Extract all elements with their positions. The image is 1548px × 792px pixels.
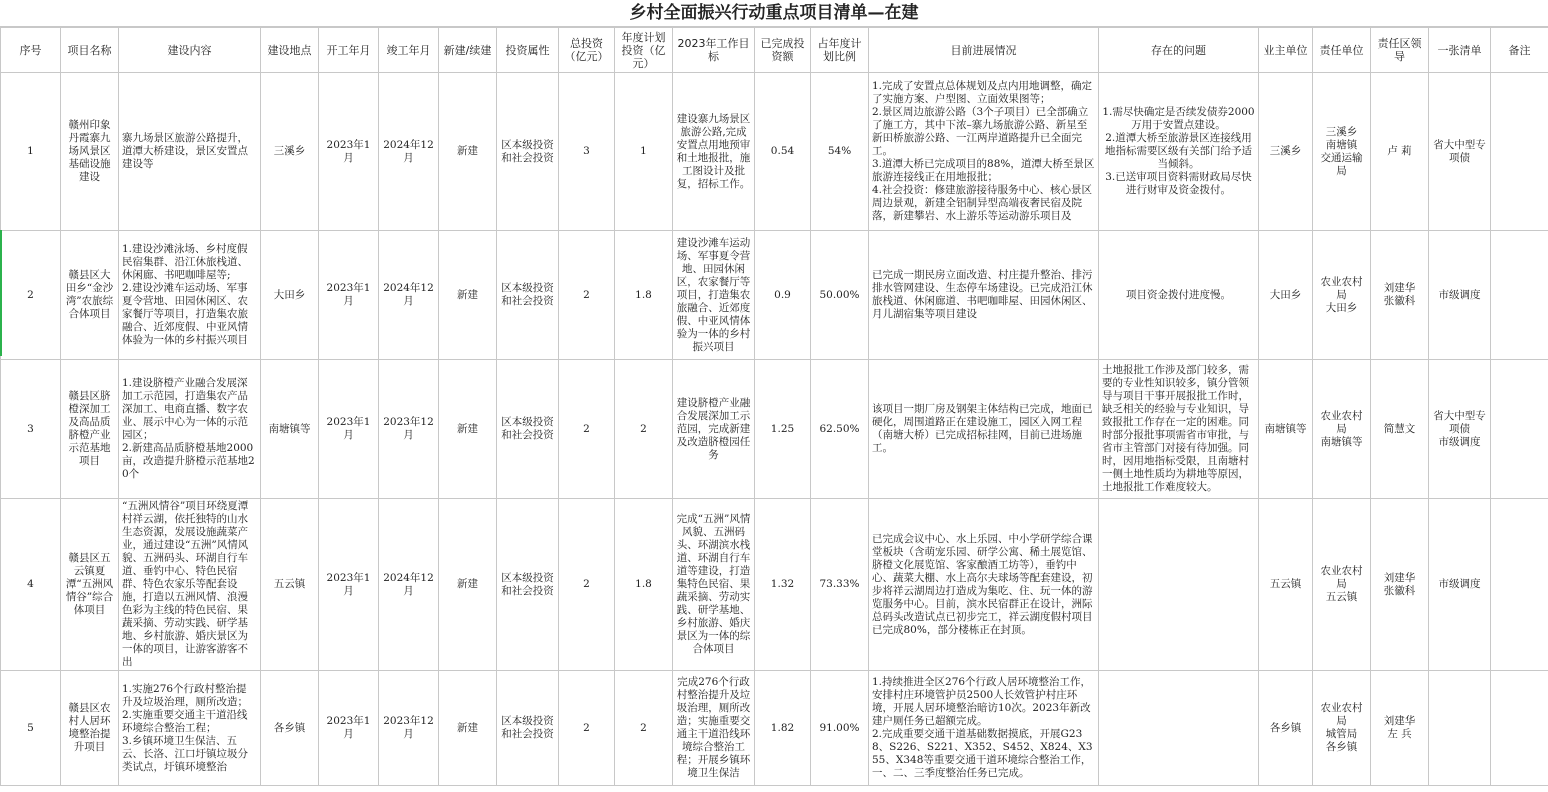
table-row — [1, 671, 1548, 786]
cell-index-text: 2 — [27, 288, 34, 301]
cell-index[interactable] — [1, 360, 61, 499]
cell-total-investment[interactable] — [559, 231, 615, 360]
cell-end-date[interactable] — [379, 671, 439, 786]
cell-location-text: 各乡镇 — [273, 721, 306, 734]
cell-annual-plan[interactable] — [615, 231, 673, 360]
cell-goal[interactable] — [673, 499, 755, 671]
cell-annual-plan[interactable] — [615, 73, 673, 231]
cell-investment-type-text: 区本级投资和社会投资 — [501, 715, 554, 740]
cell-investment-type-text: 区本级投资和社会投资 — [501, 138, 554, 164]
header-cell[interactable]: 新建/续建 — [439, 28, 497, 73]
cell-annual-plan-text: 1.8 — [635, 288, 652, 301]
cell-project-name-text: 赣县区大田乡“金沙湾”农旅综合体项目 — [65, 269, 114, 320]
cell-list[interactable] — [1429, 231, 1491, 360]
cell-project-name-text: 赣州印象丹霞寨九场风景区基础设施建设 — [68, 119, 111, 183]
cell-responsible[interactable] — [1313, 73, 1371, 231]
header-cell[interactable]: 备注 — [1491, 28, 1548, 73]
cell-project-name-text: 赣县区五云镇夏潭“五洲风情谷”综合体项目 — [65, 552, 114, 616]
cell-annual-plan-text: 2 — [640, 721, 647, 734]
cell-ratio[interactable] — [811, 499, 869, 671]
cell-build-type[interactable] — [439, 499, 497, 671]
cell-project-name[interactable] — [61, 231, 119, 360]
cell-location[interactable] — [261, 73, 319, 231]
cell-list-text: 省大中型专项债 市级调度 — [1433, 409, 1486, 448]
table-row — [1, 231, 1548, 360]
header-cell[interactable]: 已完成投资额 — [755, 28, 811, 73]
table-row — [1, 360, 1548, 499]
cell-progress-text: 已完成一期民房立面改造、村庄提升整治、排污排水管网建设、生态停车场建设。已完成沿江休旅栈道、休闲廊道、书吧咖啡屋、田园休闲区、月儿湖宿集等项目建设 — [872, 269, 1093, 320]
cell-list-text: 市级调度 — [1438, 288, 1481, 301]
table-row — [1, 73, 1548, 231]
cell-completed[interactable] — [755, 671, 811, 786]
cell-total-investment[interactable] — [559, 360, 615, 499]
cell-annual-plan[interactable] — [615, 671, 673, 786]
cell-annual-plan[interactable] — [615, 360, 673, 499]
header-cell[interactable]: 2023年工作目标 — [673, 28, 755, 73]
cell-content[interactable] — [119, 671, 261, 786]
cell-goal[interactable] — [673, 231, 755, 360]
cell-annual-plan-text: 1 — [640, 145, 647, 157]
cell-location[interactable] — [261, 671, 319, 786]
cell-content[interactable] — [119, 360, 261, 499]
cell-end-date-text: 2024年12月 — [383, 571, 434, 597]
cell-content-text: 1.实施276个行政村整治提升及垃圾治理，厕所改造； 2.实施重要交通主干道沿线环境综合整治工程； 3.乡镇环境卫生保洁、五云、长洛、江口圩镇垃圾分类试点，圩镇环境整治 — [122, 682, 248, 773]
cell-owner-text: 五云镇 — [1269, 578, 1302, 590]
cell-location[interactable] — [261, 231, 319, 360]
cell-end-date[interactable] — [379, 360, 439, 499]
cell-issues-text: 1.需尽快确定是否续发债券2000万用于安置点建设。 2.道潭大桥至旅游景区连接线用地指标需要区级有关部门给予适当倾斜。 3.已送审项目资料需财政局尽快进行财审及资金拨付。 — [1102, 106, 1255, 196]
cell-project-name-text: 赣县区农村人居环境整治提升项目 — [68, 702, 111, 753]
cell-note[interactable] — [1491, 231, 1548, 360]
cell-responsible-text: 农业农村局 南塘镇等 — [1320, 409, 1363, 448]
header-cell[interactable]: 项目名称 — [61, 28, 119, 73]
cell-list[interactable] — [1429, 671, 1491, 786]
cell-issues-text: 土地报批工作涉及部门较多，需要的专业性知识较多，镇分管领导与项目干事开展报批工作时，缺乏相关的经验与专业知识，导致报批工作存在一定的困难。同时部分报批事项需省市审批，与省市主管部门对接有待加强。同时，因用地指标受限，且南塘村一侧土地性质均为耕地等原因，土地报批工作难度较大。 — [1102, 364, 1249, 493]
cell-owner[interactable] — [1259, 671, 1313, 786]
cell-index-text: 1 — [27, 145, 34, 157]
cell-responsible-text: 三溪乡 南塘镇 交通运输局 — [1320, 125, 1363, 177]
cell-index-text: 4 — [27, 578, 34, 590]
cell-investment-type-text: 区本级投资和社会投资 — [501, 282, 554, 307]
cell-goal[interactable] — [673, 671, 755, 786]
cell-note[interactable] — [1491, 499, 1548, 671]
header-cell[interactable]: 序号 — [1, 28, 61, 73]
cell-content[interactable] — [119, 499, 261, 671]
cell-end-date-text: 2024年12月 — [383, 282, 434, 307]
cell-location-text: 五云镇 — [273, 578, 306, 590]
cell-investment-type-text: 区本级投资和社会投资 — [501, 416, 554, 441]
cell-leader[interactable] — [1371, 73, 1429, 231]
cell-goal[interactable] — [673, 73, 755, 231]
cell-owner[interactable] — [1259, 73, 1313, 231]
cell-location-text: 南塘镇等 — [268, 422, 311, 435]
cell-ratio-text: 62.50% — [819, 422, 860, 435]
cell-goal-text: 建设寨九场景区旅游公路,完成安置点用地预审和土地报批，施工图设计及批复，招标工作。 — [676, 112, 751, 190]
cell-index[interactable] — [1, 73, 61, 231]
cell-build-type-text: 新建 — [457, 721, 478, 734]
cell-total-investment-text: 2 — [583, 721, 590, 734]
cell-completed-text: 1.25 — [770, 422, 795, 435]
cell-index-text: 3 — [27, 422, 34, 435]
header-cell[interactable]: 建设地点 — [261, 28, 319, 73]
cell-responsible-text: 农业农村局 五云镇 — [1320, 565, 1363, 603]
cell-build-type-text: 新建 — [457, 145, 478, 157]
cell-progress[interactable] — [869, 671, 1099, 786]
cell-investment-type[interactable] — [497, 671, 559, 786]
header-cell[interactable]: 责任区领导 — [1371, 28, 1429, 73]
cell-goal-text: 建设沙滩车运动场、军事夏令营地、田园休闲区，农家餐厅等项目，打造集农旅融合、近郊度假、中亚风情体验为一体的乡村振兴项目 — [676, 236, 751, 353]
cell-build-type[interactable] — [439, 360, 497, 499]
cell-build-type-text: 新建 — [457, 288, 478, 301]
cell-investment-type[interactable] — [497, 499, 559, 671]
header-row — [1, 28, 1548, 73]
cell-total-investment-text: 3 — [583, 145, 590, 157]
cell-project-name[interactable] — [61, 499, 119, 671]
cell-goal-text: 完成“五洲”风情风貌、五洲码头、环湖滨水栈道、环湖自行车道等建设，打造集特色民宿、果蔬采摘、劳动实践、研学基地、乡村旅游、婚庆景区为一体的综合体项目 — [676, 513, 751, 655]
row-selection-marker — [0, 230, 2, 356]
cell-owner-text: 三溪乡 — [1269, 145, 1302, 157]
cell-build-type-text: 新建 — [457, 422, 478, 435]
cell-leader[interactable] — [1371, 360, 1429, 499]
cell-ratio[interactable] — [811, 360, 869, 499]
cell-list[interactable] — [1429, 499, 1491, 671]
cell-start-date[interactable] — [319, 73, 379, 231]
cell-note[interactable] — [1491, 671, 1548, 786]
cell-issues[interactable] — [1099, 360, 1259, 499]
cell-completed[interactable] — [755, 73, 811, 231]
header-cell[interactable]: 一张清单 — [1429, 28, 1491, 73]
cell-owner[interactable] — [1259, 231, 1313, 360]
cell-owner-text: 各乡镇 — [1269, 721, 1302, 734]
cell-project-name[interactable] — [61, 73, 119, 231]
cell-goal-text: 完成276个行政村整治提升及垃圾治理，厕所改造；实施重要交通主干道沿线环境综合整治工程；开展乡镇环境卫生保洁 — [676, 676, 751, 779]
sheet-title: 乡村全面振兴行动重点项目清单—在建 — [0, 0, 1548, 27]
cell-issues[interactable] — [1099, 73, 1259, 231]
cell-completed[interactable] — [755, 360, 811, 499]
cell-content[interactable] — [119, 73, 261, 231]
cell-start-date[interactable] — [319, 231, 379, 360]
cell-start-date-text: 2023年1月 — [326, 571, 371, 597]
cell-total-investment-text: 2 — [583, 578, 590, 590]
cell-leader-text: 卢 莉 — [1387, 145, 1412, 157]
cell-end-date[interactable] — [379, 499, 439, 671]
cell-ratio-text: 54% — [827, 145, 852, 157]
cell-ratio[interactable] — [811, 231, 869, 360]
cell-total-investment[interactable] — [559, 671, 615, 786]
cell-end-date[interactable] — [379, 231, 439, 360]
cell-leader[interactable] — [1371, 499, 1429, 671]
cell-leader-text: 简慧文 — [1383, 422, 1416, 435]
cell-issues[interactable] — [1099, 231, 1259, 360]
cell-build-type[interactable] — [439, 671, 497, 786]
cell-ratio-text: 50.00% — [819, 288, 860, 301]
header-cell[interactable]: 投资属性 — [497, 28, 559, 73]
cell-index-text: 5 — [27, 721, 34, 734]
cell-responsible[interactable] — [1313, 231, 1371, 360]
cell-note[interactable] — [1491, 360, 1548, 499]
header-cell[interactable]: 总投资（亿元） — [559, 28, 615, 73]
cell-goal-text: 建设脐橙产业融合发展深加工示范园，完成新建及改造脐橙园任务 — [676, 396, 751, 461]
cell-total-investment-text: 2 — [583, 422, 590, 435]
cell-responsible[interactable] — [1313, 360, 1371, 499]
cell-progress-text: 该项目一期厂房及钢架主体结构已完成，地面已硬化，周围道路正在建设施工，园区入网工程（南塘大桥）已完成招标挂网，目前已进场施工。 — [872, 403, 1093, 454]
cell-start-date-text: 2023年1月 — [326, 715, 371, 740]
cell-build-type[interactable] — [439, 73, 497, 231]
cell-total-investment[interactable] — [559, 499, 615, 671]
cell-progress-text: 已完成会议中心、水上乐园、中小学研学综合课堂板块（含萌宠乐园、研学公寓、稀土展览馆、脐橙文化展览馆、客家酿酒工坊等），垂钓中心、蔬菜大棚、水上高尔夫球场等配套建设，初步将祥云湖周边打造成为集吃、住、玩一体的游览服务中心。目前，滨水民宿群正在设计，洲际总码头改造试点已初步完工，祥云湖度假村项目已完成80%，部分楼栋正在封顶。 — [872, 532, 1093, 636]
cell-progress[interactable] — [869, 231, 1099, 360]
project-table — [0, 27, 1548, 786]
cell-owner-text: 大田乡 — [1269, 288, 1302, 301]
header-cell[interactable]: 目前进展情况 — [869, 28, 1099, 73]
header-cell[interactable]: 建设内容 — [119, 28, 261, 73]
table-row — [1, 499, 1548, 671]
cell-progress[interactable] — [869, 360, 1099, 499]
cell-owner-text: 南塘镇等 — [1264, 422, 1307, 435]
cell-annual-plan-text: 1.8 — [635, 578, 652, 590]
cell-end-date[interactable] — [379, 73, 439, 231]
cell-ratio[interactable] — [811, 73, 869, 231]
cell-project-name[interactable] — [61, 671, 119, 786]
cell-end-date-text: 2024年12月 — [383, 138, 434, 164]
cell-completed-text: 0.54 — [770, 145, 795, 157]
cell-goal[interactable] — [673, 360, 755, 499]
cell-end-date-text: 2023年12月 — [383, 416, 434, 441]
cell-content-text: 1.建设沙滩泳场、乡村度假民宿集群、沿江休旅栈道、休闲廊、书吧咖啡屋等; 2.建设沙滩车运动场、军事夏令营地、田园休闲区、农家餐厅等项目，打造集农旅融合、近郊度假、中亚风情体验为一体的乡村振兴项目 — [122, 243, 248, 346]
header-cell[interactable]: 开工年月 — [319, 28, 379, 73]
cell-completed-text: 1.82 — [770, 721, 795, 734]
header-cell[interactable]: 占年度计划比例 — [811, 28, 869, 73]
cell-list[interactable] — [1429, 73, 1491, 231]
cell-index[interactable] — [1, 671, 61, 786]
cell-issues[interactable] — [1099, 499, 1259, 671]
header-cell[interactable]: 竣工年月 — [379, 28, 439, 73]
cell-investment-type[interactable] — [497, 231, 559, 360]
cell-list-text: 省大中型专项债 — [1433, 138, 1486, 164]
cell-ratio-text: 91.00% — [819, 721, 860, 734]
cell-content-text: 寨九场景区旅游公路提升，道潭大桥建设，景区安置点建设等 — [122, 132, 248, 170]
header-cell[interactable]: 存在的问题 — [1099, 28, 1259, 73]
cell-end-date-text: 2023年12月 — [383, 715, 434, 740]
cell-responsible-text: 农业农村局 城管局 各乡镇 — [1320, 702, 1363, 753]
cell-leader-text: 刘建华 左 兵 — [1383, 715, 1416, 740]
header-cell[interactable]: 年度计划投资（亿元） — [615, 28, 673, 73]
cell-content[interactable] — [119, 231, 261, 360]
cell-location[interactable] — [261, 499, 319, 671]
cell-progress-text: 1.完成了安置点总体规划及点内用地调整，确定了实施方案、户型图、立面效果图等； 2.景区周边旅游公路（3个子项目）已全部确立了施工方，其中下浓–寨九场旅游公路、新星至新田桥旅游公路、一江两岸道路提升已全面完工。 3.道潭大桥已完成项目的88%，道潭大桥至景区旅游连接线正在用地报批； 4.社会投资：修建旅游接待服务中心、核心景区周边景观，新建全铝制异型高端夜奢民宿及院落，新建攀岩、水上游乐等运动游乐项目及 — [872, 80, 1095, 222]
cell-owner[interactable] — [1259, 499, 1313, 671]
cell-project-name[interactable] — [61, 360, 119, 499]
cell-location[interactable] — [261, 360, 319, 499]
cell-location-text: 三溪乡 — [273, 145, 306, 157]
cell-completed[interactable] — [755, 499, 811, 671]
cell-total-investment-text: 2 — [583, 288, 590, 301]
cell-leader[interactable] — [1371, 671, 1429, 786]
cell-start-date[interactable] — [319, 499, 379, 671]
cell-investment-type-text: 区本级投资和社会投资 — [501, 571, 554, 597]
cell-completed-text: 1.32 — [770, 578, 795, 590]
cell-start-date[interactable] — [319, 360, 379, 499]
cell-issues-text: 项目资金拨付进度慢。 — [1126, 288, 1231, 301]
cell-leader[interactable] — [1371, 231, 1429, 360]
cell-start-date[interactable] — [319, 671, 379, 786]
cell-investment-type[interactable] — [497, 73, 559, 231]
cell-ratio-text: 73.33% — [819, 578, 860, 590]
cell-content-text: 1.建设脐橙产业融合发展深加工示范园，打造集农产品深加工、电商直播、数字农业、展示中心为一体的示范园区； 2.新建高品质脐橙基地2000亩，改造提升脐橙示范基地20个 — [122, 377, 255, 480]
cell-index[interactable] — [1, 231, 61, 360]
cell-start-date-text: 2023年1月 — [326, 138, 371, 164]
cell-location-text: 大田乡 — [273, 288, 306, 301]
cell-content-text: “五洲风情谷”项目环绕夏潭村祥云湖，依托独特的山水生态资源，发展设施蔬菜产业，通过建设“五洲”风情风貌、五洲码头、环湖自行车道、垂钓中心、特色民宿群、特色农家乐等配套设施，打造以五洲风情、浪漫色彩为主线的特色民宿、果蔬采摘、劳动实践、研学基地、乡村旅游、婚庆景区为一体的项目，让游客游客不出 — [122, 500, 249, 668]
cell-completed-text: 0.9 — [774, 288, 791, 301]
cell-annual-plan[interactable] — [615, 499, 673, 671]
cell-progress-text: 1.持续推进全区276个行政人居环境整治工作，安排村庄环境管护员2500人长效管护村庄环境，开展人居环境整治暗访10次。2023年新改建户厕任务已超额完成。 2.完成重要交通干道基础数据摸底，开展G238、S226、S221、X352、S452、X824、X355、X348等重要交通干道环境综合整治工作，一、二、三季度整治任务已完成。 — [872, 676, 1093, 779]
cell-start-date-text: 2023年1月 — [326, 282, 371, 307]
cell-start-date-text: 2023年1月 — [326, 416, 371, 441]
cell-note[interactable] — [1491, 73, 1548, 231]
cell-leader-text: 刘建华 张徽科 — [1383, 282, 1416, 307]
cell-list-text: 市级调度 — [1438, 578, 1481, 590]
header-cell[interactable]: 责任单位 — [1313, 28, 1371, 73]
cell-issues[interactable] — [1099, 671, 1259, 786]
cell-leader-text: 刘建华 张徽科 — [1383, 571, 1416, 597]
cell-build-type[interactable] — [439, 231, 497, 360]
cell-progress[interactable] — [869, 73, 1099, 231]
cell-investment-type[interactable] — [497, 360, 559, 499]
cell-owner[interactable] — [1259, 360, 1313, 499]
cell-progress[interactable] — [869, 499, 1099, 671]
cell-ratio[interactable] — [811, 671, 869, 786]
cell-total-investment[interactable] — [559, 73, 615, 231]
cell-build-type-text: 新建 — [457, 578, 478, 590]
cell-responsible[interactable] — [1313, 499, 1371, 671]
cell-index[interactable] — [1, 499, 61, 671]
cell-list[interactable] — [1429, 360, 1491, 499]
cell-responsible[interactable] — [1313, 671, 1371, 786]
header-cell[interactable]: 业主单位 — [1259, 28, 1313, 73]
cell-responsible-text: 农业农村局 大田乡 — [1320, 275, 1363, 314]
cell-project-name-text: 赣县区脐橙深加工及高品质脐橙产业示范基地项目 — [68, 390, 111, 467]
cell-completed[interactable] — [755, 231, 811, 360]
cell-annual-plan-text: 2 — [640, 422, 647, 435]
